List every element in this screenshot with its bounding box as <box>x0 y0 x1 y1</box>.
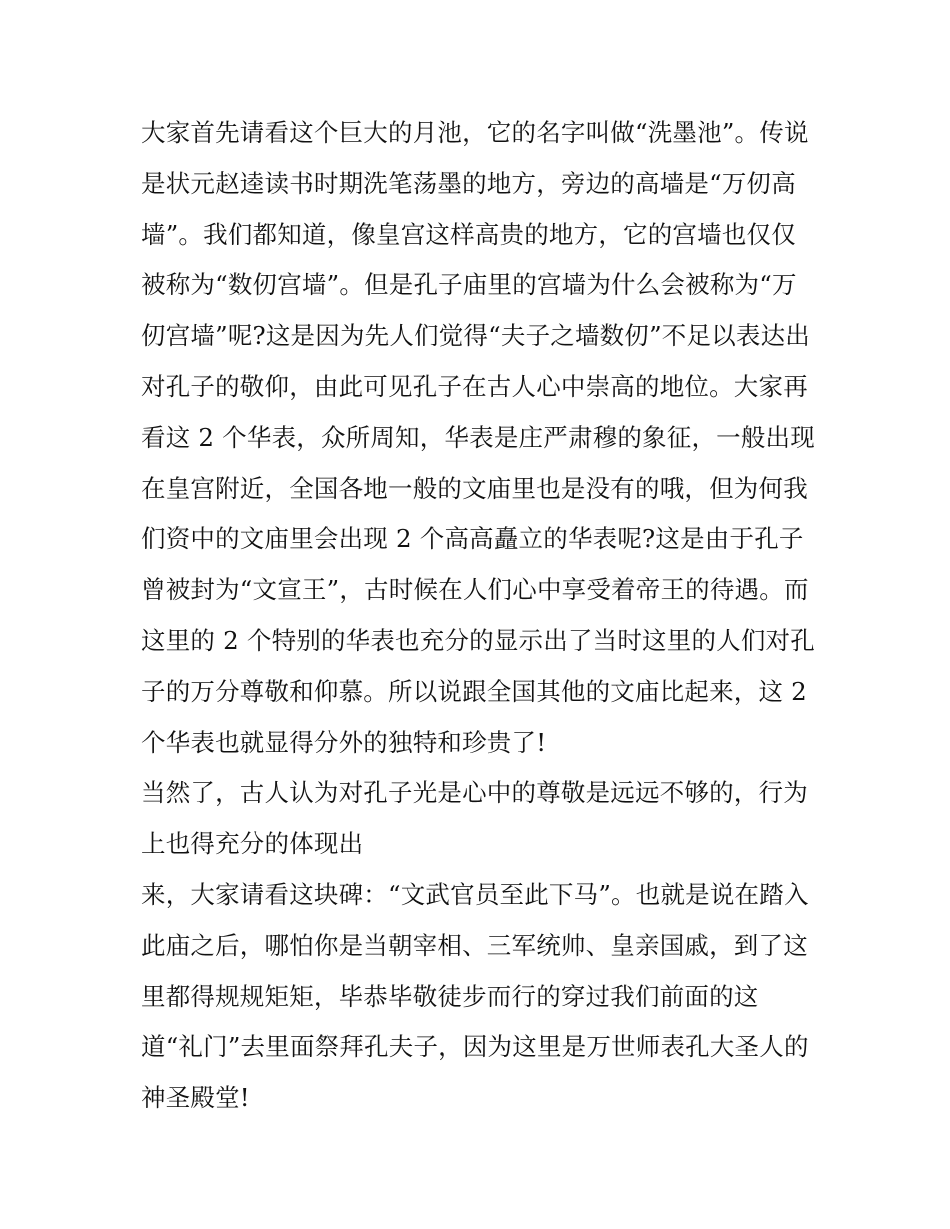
text-line: 此庙之后，哪怕你是当朝宰相、三军统帅、皇亲国戚，到了这 <box>141 930 808 960</box>
text-line: 神圣殿堂! <box>141 1083 250 1113</box>
text-line: 仞宫墙”呢?这是因为先人们觉得“夫子之墙数仞”不足以表达出 <box>141 321 811 351</box>
text-line: 里都得规规矩矩，毕恭毕敬徒步而行的穿过我们前面的这 <box>141 981 759 1011</box>
text-line: 看这 2 个华表，众所周知，华表是庄严肃穆的象征，一般出现 <box>141 422 815 452</box>
text-line: 这里的 2 个特别的华表也充分的显示出了当时这里的人们对孔 <box>141 625 815 655</box>
text-line: 对孔子的敬仰，由此可见孔子在古人心中崇高的地位。大家再 <box>141 371 808 401</box>
text-line: 大家首先请看这个巨大的月池，它的名字叫做“洗墨池”。传说 <box>141 118 809 147</box>
text-line: 在皇宫附近，全国各地一般的文庙里也是没有的哦，但为何我 <box>141 473 808 503</box>
text-line: 们资中的文庙里会出现 2 个高高矗立的华表呢?这是由于孔子 <box>141 524 804 554</box>
text-line: 个华表也就显得分外的独特和珍贵了! <box>141 727 547 757</box>
text-line: 曾被封为“文宣王”，古时候在人们心中享受着帝王的待遇。而 <box>141 575 809 605</box>
text-line: 道“礼门”去里面祭拜孔夫子，因为这里是万世师表孔大圣人的 <box>141 1032 809 1062</box>
text-line: 是状元赵逵读书时期洗笔荡墨的地方，旁边的高墙是“万仞高 <box>141 168 796 198</box>
text-line: 上也得充分的体现出 <box>141 829 364 859</box>
body-text <box>141 108 821 1124</box>
text-line: 来，大家请看这块碑：“文武官员至此下马”。也就是说在踏入 <box>141 879 809 909</box>
text-line: 当然了，古人认为对孔子光是心中的尊敬是远远不够的，行为 <box>141 778 808 808</box>
text-line: 墙”。我们都知道，像皇宫这样高贵的地方，它的宫墙也仅仅 <box>141 219 796 249</box>
text-line: 被称为“数仞宫墙”。但是孔子庙里的宫墙为什么会被称为“万 <box>141 270 797 300</box>
text-line: 子的万分尊敬和仰慕。所以说跟全国其他的文庙比起来，这 2 <box>141 676 807 706</box>
